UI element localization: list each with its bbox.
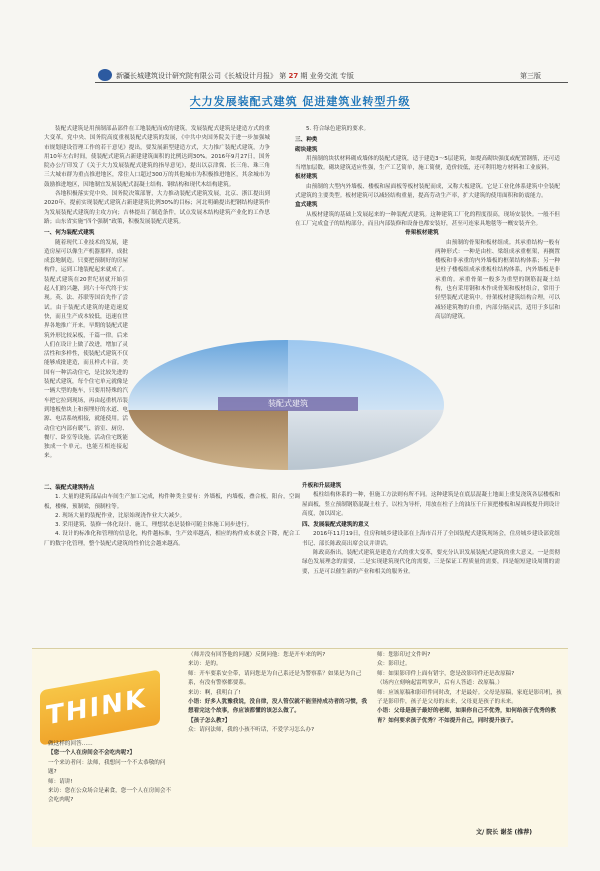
collage-oval [128,340,444,470]
subsection-heading: 盒式建筑 [295,202,318,209]
company-logo-icon [98,69,112,81]
article-title [0,93,600,109]
construction-photo [128,410,288,470]
subsection-text: 由预制的大型内外墙板、楼板和屋面板等板材装配而成，又称大板建筑。它是工业化体系建筑中全装配式建筑的主要类型。板材建筑可以减轻结构重量，提高劳动生产率，扩大建筑的使用面积和防震能力。 [295,183,560,200]
story-line: 来访：啊，我明白了! [188,689,241,696]
subsection-text: 由预制的骨架和板材组成。其承重结构一般有两种形式：一种是由柱、梁组成承重框架，再搁置楼板和非承重的内外墙板的框架结构体系；另一种是柱子楼板组成承重板柱结构体系，内外墙板是非承重的。承重骨架一般多为重型的钢筋混凝土结构，也有采用钢和木作成骨架和板材组合，常用于轻型装配式建筑中。骨架板材建筑结构合理，可以减轻建筑物的自重，内部分隔灵活，适用于多层和高层的建筑。 [435,239,560,320]
story-line: 来访：您在公众场合是素食，您一个人在房间会不会吃肉呢? [48,788,172,804]
modular-house-photo [288,410,444,470]
subsection-heading: 骨架板材建筑 [405,230,439,237]
subsection-text: 用预制的块状材料砌成墙体的装配式建筑，适于建造3～5层建筑，如提高砌块强度或配置钢筋，还可适当增加层数。砌块建筑适应性强，生产工艺简单，施工简便，造价较低，还可利用地方材料和工业废料。 [295,155,560,172]
section-paragraph: 陈政高指出，装配式建筑是建造方式的重大变革，要充分认识发展装配式建筑的重大意义。一是贯彻绿色发展理念的需要，二是实现建筑现代化的需要，三是保证工程质量的需要，四是缩短建设周期的需要，五是可以催生新的产业和相关的服务业。 [302,550,560,575]
intro-paragraph: 各地积极落实党中央、国务院决策部署，大力推动装配式建筑发展，北京、浙江提出到2020年，提前实现装配式建筑占新建建筑比例30%的目标；河北明确提出把钢结构建筑作为发展装配式建筑的主攻方向；吉林提出了制造条件，试点发展木结构建筑产业化的工作思路；山东省实施“四个强制”政策，积极发展装配式建筑。 [44,191,270,225]
header-page: 第三版 [520,72,541,80]
list-item: 4. 设计的标准化和管理的信息化，构件越标准，生产效率越高，相应的构件成本就会下降，配合工厂的数字化管理，整个装配式建筑的性价比会越来越高。 [44,531,300,547]
story-note: 小语：父母是孩子最好的老师，如果你自己不优秀，如何给孩子优秀的教育？如何要求孩子优秀？不如提升自己，同时提升孩子。 [377,708,557,724]
list-item: 1. 大量的建筑部品由车间生产加工完成，构件种类主要有：外墙板，内墙板，叠合板，阳台，空调板，楼梯，预制梁，预制柱等。 [44,494,300,510]
list-item: 3. 采用建筑、装修一体化设计、施工，理想状态是装修可随主体施工同步进行。 [55,522,253,529]
right-column-lower [302,482,560,577]
story-line: 师：应该原稿和影印件同时改，才是最好。父母是原稿，家庭是影印机，孩子是影印件，孩子是父母的未来，父母更是孩子的未来。 [377,689,562,706]
section-paragraph: 2016年11月19日，住房和城乡建设部在上海市召开了全国装配式建筑现场会，住房城乡建设部党组书记、部长陈政高出席会议并讲话。 [302,531,560,547]
header-text [116,71,354,81]
intro-paragraph: 装配式建筑是用预制部品部件在工地装配而成的建筑，发展装配式建筑是建造方式的重大变革。党中央、国务院高度重视装配式建筑的发展，《中共中央国务院关于进一步加强城市规划建设管理工作的若干意见》提出，要发展新型建造方式，大力推广装配式建筑，力争用10年左右时间，使装配式建筑占新建建筑面积的比例达到30%。2016年9月27日，国务院办公厅印发了《关于大力发展装配式建筑的指导意见》，提出以京津冀、长三角、珠三角三大城市群为重点推进地区，常住人口超过300万的其他城市为积极推进地区，其余城市为鼓励推进地区，因地制宜发展装配式混凝土结构、钢结构和现代木结构建筑。 [44,126,270,188]
header-issue-number: 27 [288,72,299,80]
subsection-heading: 砌块建筑 [295,146,318,153]
header-org: 新疆长城建筑设计研究院有限公司《长城设计月报》 [116,72,277,80]
section-heading: 四、发展装配式建筑的意义 [302,522,370,529]
list-item: 2. 现场大量的装配作业，比原始现浇作业大大减少。 [55,512,186,519]
section-paragraph: 随着现代工业技术的发展，建造房屋可以像生产机器那样，成批成套地制造。只要把预制好的房屋构件，运到工地装配起来就成了。装配式建筑在20世纪初就开始引起人们的兴趣，到六十年代终于实现。英、法、苏联等国首先作了尝试。由于装配式建筑的建造速度快，而且生产成本较低，迅速在世界各地推广开来。早期的装配式建筑外形比较呆板，千篇一律。后来人们在设计上做了改进，增加了灵活性和多样性，使装配式建筑不仅能够成批建造，而且样式丰富。美国有一种活动住宅，是比较先进的装配式建筑，每个住宅单元就像是一辆大型的拖车，只要用特殊的汽车把它拉到现场，再由起重机吊装到地板垫块上和预埋好的水道、电源、电话系统相接，就能使用。活动住宅内部有暖气、浴室、厨房、餐厅、卧室等设施。活动住宅既能独成一个单元，也能互相连接起来。 [44,239,128,460]
subsection-text: 从板材建筑的基础上发展起来的一种装配式建筑。这种建筑工厂化的程度很高，现场安装快。一般不但在工厂完成盒子的结构部分，而且内部装修和设备也都安装好，甚至可连家具地毯等一概安装齐全。 [295,211,560,227]
section-heading: 二、装配式建筑特点 [44,485,95,491]
story-line: 师：开车要系安全带，请问您是为自己系还是为警察系？如果是为自己系，有没有警察都要系。 [188,670,362,687]
story-heading: 【您一个人在房间会不会吃肉呢?】 [48,750,136,757]
story-line: 来访：是的。 [188,661,222,668]
section-heading: 三、种类 [295,137,318,144]
subsection-text: 板柱结构体系的一种，但施工方法则有所不同。这种建筑是在底层混凝土地面上重复浇筑各层楼板和屋面板，竖立预制钢筋混凝土柱子，以柱为导杆，用放在柱子上的油压千斤顶把楼板和屋面板提升到设计高度，加以固定。 [302,492,560,517]
right-column [295,125,560,322]
story-line: 师：如果影印件上面有错字，您是改影印件还是改原稿? [377,670,515,677]
header-issue-suffix: 期 业务交流 专版 [300,72,354,80]
subsection-heading: 升板和升层建筑 [302,483,342,489]
title-underline [190,108,410,109]
story-note: 小语：好多人犹豫我说，没自律，没人管仅就不能坚持成功者的习惯，我想看完这个故事，你应该都懂的该怎么做了。 [188,699,368,715]
story-line: （场内立刻响起雷鸣掌声，后有人答道：改原稿。） [377,680,503,687]
section-heading: 一、何为装配式建筑 [44,230,95,237]
think-word: THINK [46,683,148,732]
story-heading: 【孩子怎么教?】 [188,717,231,724]
header-rule [95,82,568,83]
story-line: 师：请讲! [48,778,73,785]
subsection-heading: 板材建筑 [295,174,318,181]
image-banner: 装配式建筑 [218,397,358,411]
story-line: 一个来访者问：法师，我想问一个不太恭敬的问题? [48,759,166,776]
list-item: 5. 符合绿色建筑的要求。 [306,126,370,132]
story-column-1 [48,740,173,806]
story-line: 众：影印过。 [377,661,411,668]
story-line: 众：请问法师，我的小孩不听话，不爱学习怎么办? [188,727,315,734]
story-column-3 [377,651,567,726]
article-title-text: 大力发展装配式建筑 促进建筑业转型升级 [189,95,411,108]
header-issue-prefix: 第 [279,72,287,80]
left-column-lower [44,482,300,549]
signature: 文/ 院长 谢荃 (推荐) [476,829,532,836]
story-column-2 [188,651,370,736]
story-line: （师并没有回答他的问题）反倒问他：您是开车来的吗? [188,652,326,658]
story-line: 做这样的回答…… [48,741,93,747]
building-image-collage [128,340,444,470]
story-line: 师：您影印过文件吗? [377,652,431,658]
page-header [0,68,600,84]
